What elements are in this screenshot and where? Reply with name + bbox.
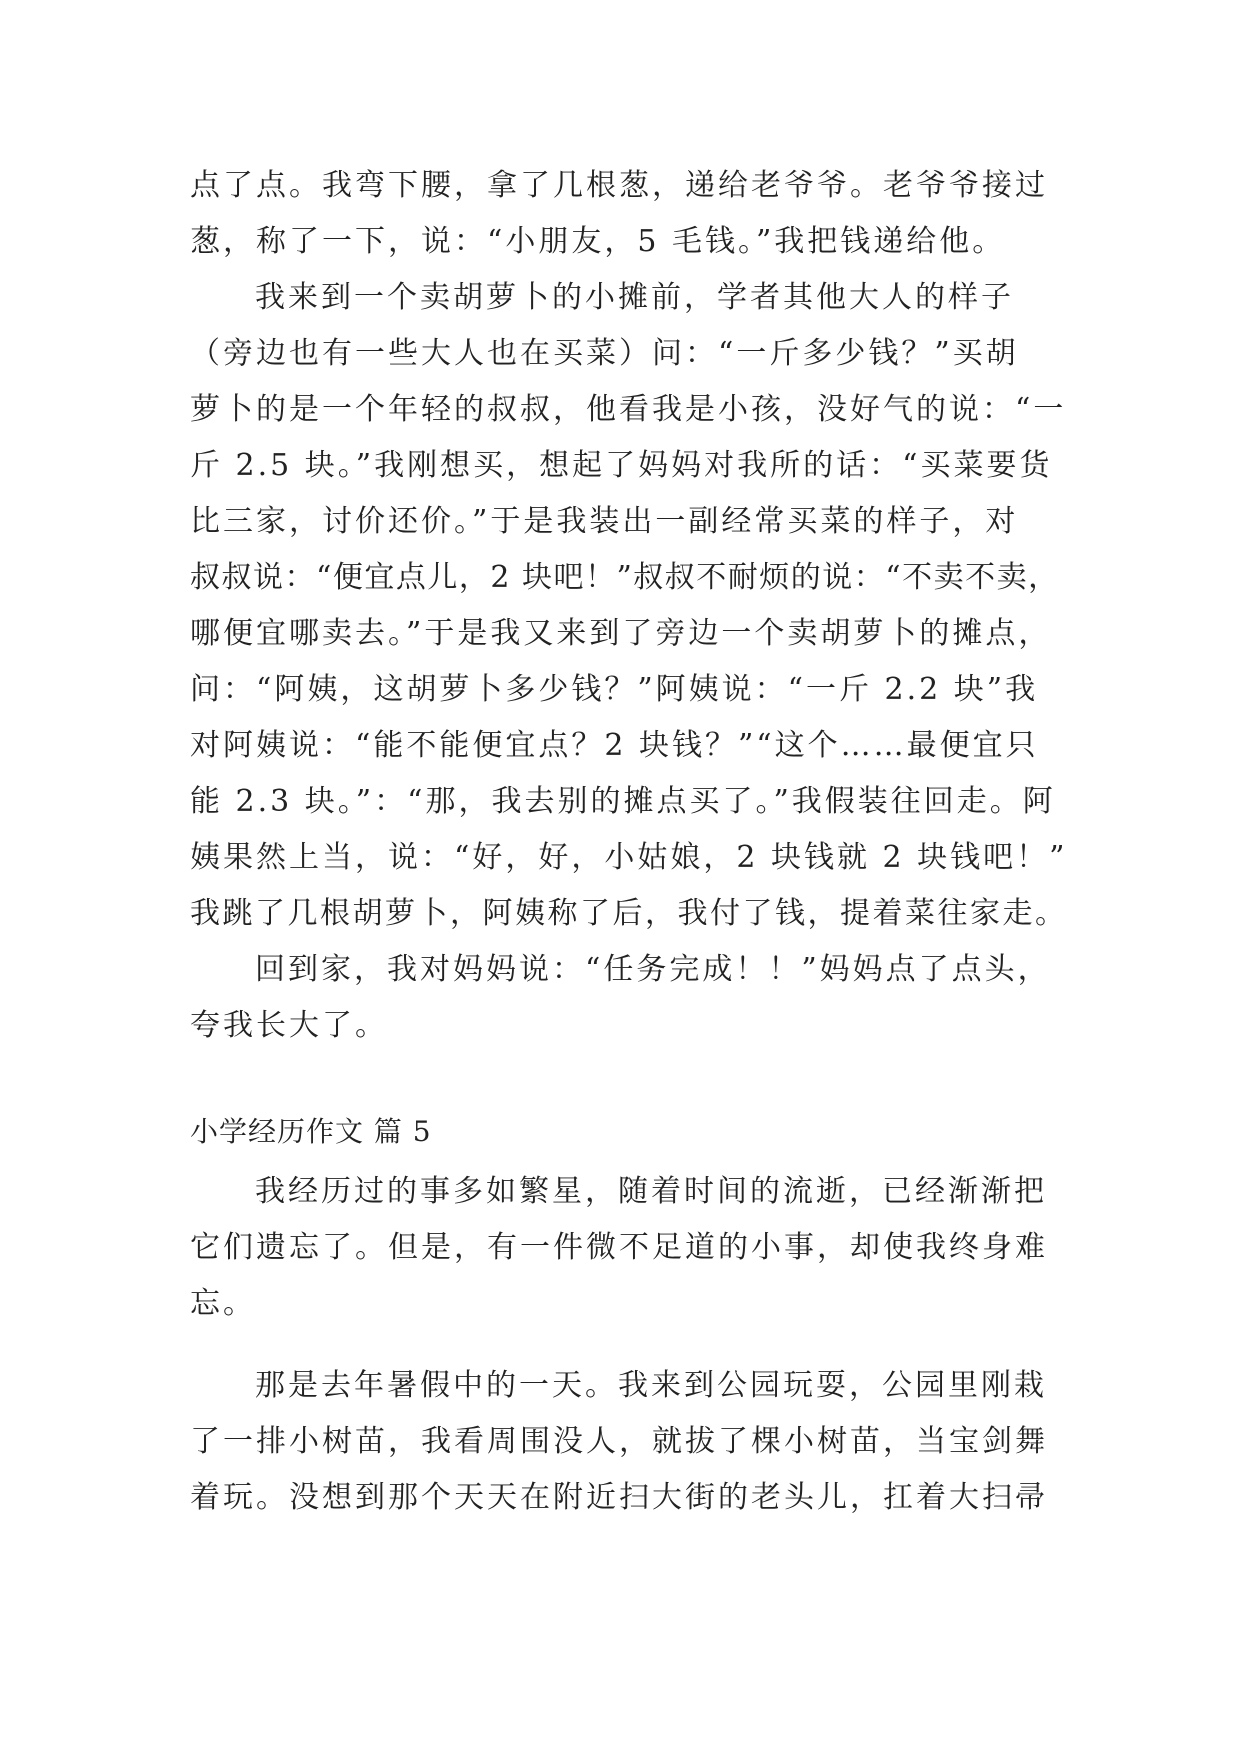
text-line: 哪便宜哪卖去。”于是我又来到了旁边一个卖胡萝卜的摊点， [190, 616, 1052, 651]
text-line: 了一排小树苗，我看周围没人，就拔了棵小树苗，当宝剑舞 [190, 1424, 1048, 1459]
text-line: 夸我长大了。 [190, 1008, 388, 1043]
text-line: 回到家，我对妈妈说：“任务完成！！”妈妈点了点头， [255, 952, 1051, 987]
text-line: 点了点。我弯下腰，拿了几根葱，递给老爷爷。老爷爷接过 [190, 168, 1048, 203]
text-line: 那是去年暑假中的一天。我来到公园玩耍，公园里刚栽 [255, 1368, 1047, 1403]
text-line: 姨果然上当，说：“好，好，小姑娘，2 块钱就 2 块钱吧！” [190, 840, 1068, 875]
text-line: 它们遗忘了。但是，有一件微不足道的小事，却使我终身难 [190, 1230, 1048, 1265]
text-line: 斤 2.5 块。”我刚想买，想起了妈妈对我所的话：“买菜要货 [190, 448, 1053, 483]
text-line: 我跳了几根胡萝卜，阿姨称了后，我付了钱，提着菜往家走。 [190, 896, 1068, 931]
text-line: 葱，称了一下，说：“小朋友，5 毛钱。”我把钱递给他。 [190, 224, 1006, 259]
text-line: 我经历过的事多如繁星，随着时间的流逝，已经渐渐把 [255, 1174, 1047, 1209]
text-line: 比三家，讨价还价。”于是我装出一副经常买菜的样子，对 [190, 504, 1019, 539]
text-line: 问：“阿姨，这胡萝卜多少钱？”阿姨说：“一斤 2.2 块”我 [190, 672, 1039, 707]
text-line: 能 2.3 块。”：“那，我去别的摊点买了。”我假装往回走。阿 [190, 784, 1056, 819]
text-line: 萝卜的是一个年轻的叔叔，他看我是小孩，没好气的说：“一 [190, 392, 1067, 427]
section-heading: 小学经历作文 篇 5 [190, 1115, 432, 1148]
text-line: 叔叔说：“便宜点儿，2 块吧！”叔叔不耐烦的说：“不卖不卖， [190, 560, 1060, 595]
text-line: 忘。 [190, 1286, 256, 1321]
text-line: 着玩。没想到那个天天在附近扫大街的老头儿，扛着大扫帚 [190, 1480, 1048, 1515]
text-line: （旁边也有一些大人也在买菜）问：“一斤多少钱？”买胡 [190, 336, 1019, 371]
text-line: 我来到一个卖胡萝卜的小摊前，学者其他大人的样子 [255, 280, 1014, 315]
text-line: 对阿姨说：“能不能便宜点？2 块钱？”“这个……最便宜只 [190, 728, 1039, 763]
